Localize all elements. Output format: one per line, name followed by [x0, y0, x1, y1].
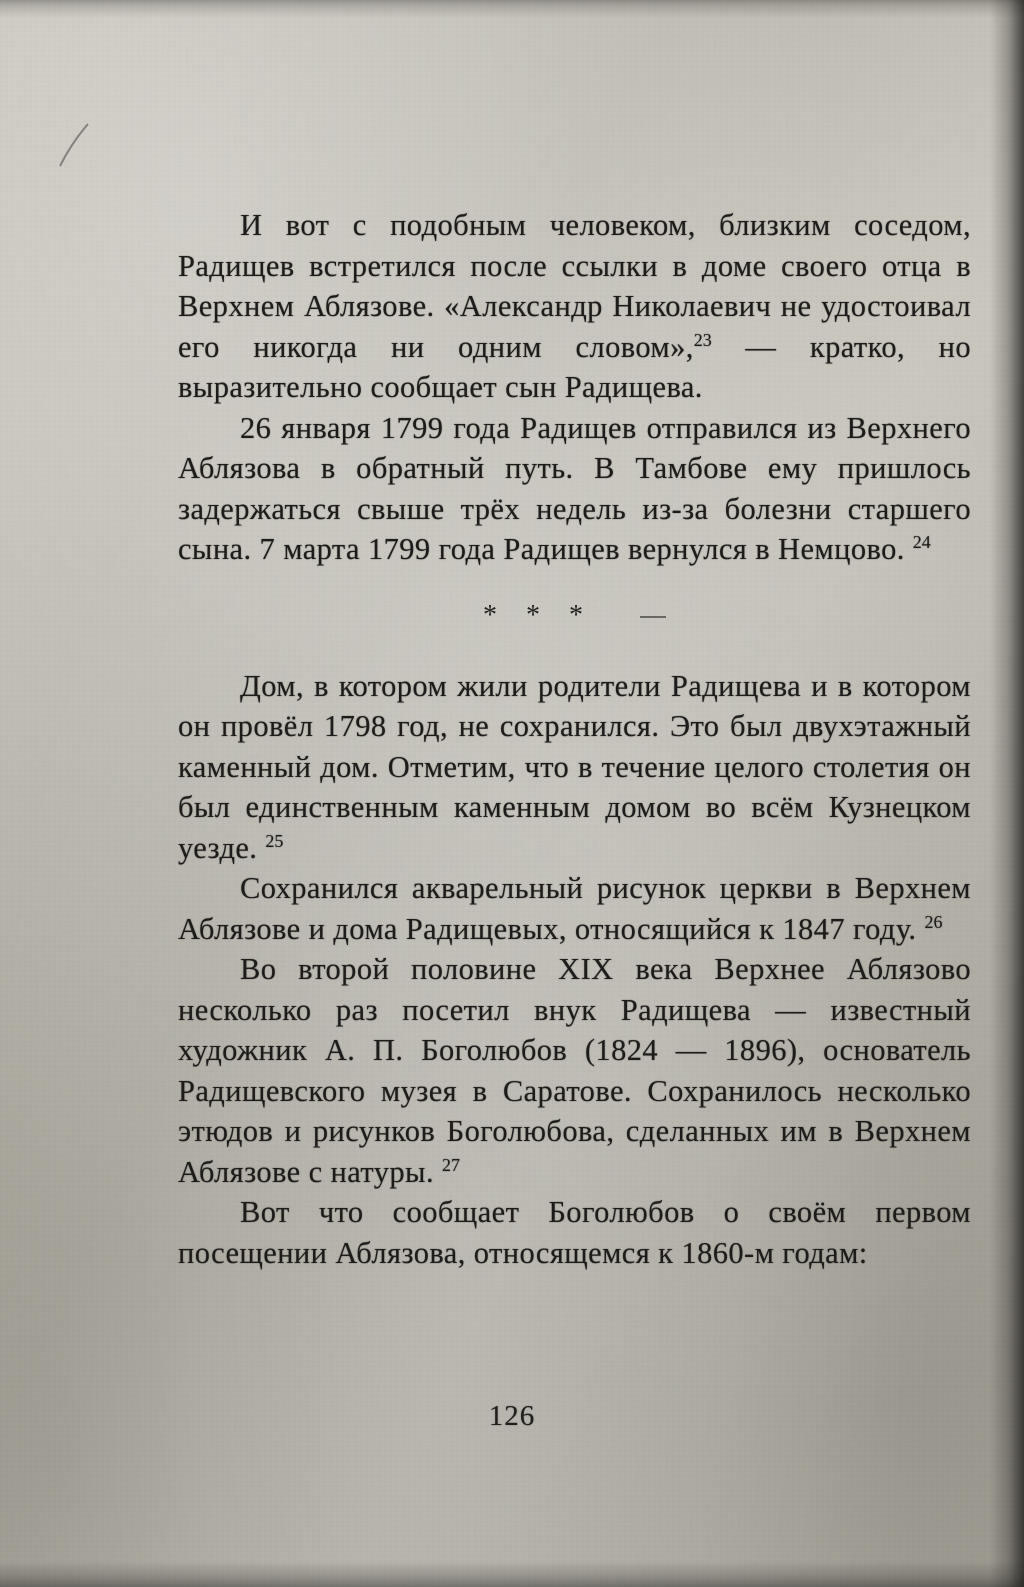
paragraph-1-text: И вот с подобным человеком, близким соседом, Радищев встретился после ссылки в доме своего отца в Верхнем Аблязове. «Александр Николаевич не удостоивал его никогда ни одним словом»,	[178, 208, 971, 364]
footnote-marker-23: 23	[693, 329, 712, 350]
footnote-marker-25: 25	[265, 830, 284, 851]
section-divider-asterisks: * * *	[483, 599, 594, 631]
paragraph-2	[178, 408, 971, 570]
paragraph-1-tail: — кратко, но выразительно сообщает сын Радищева.	[178, 329, 971, 404]
paragraph-6-text: Вот что сообщает Боголюбов о своём первом посещении Аблязова, относящемся к 1860-м годам:	[178, 1195, 971, 1270]
scan-edge-shadow-top	[0, 0, 1024, 18]
section-divider	[178, 600, 971, 634]
paragraph-1	[178, 205, 971, 408]
paragraph-2-text: 26 января 1799 года Радищев отправился из Верхнего Аблязова в обратный путь. В Тамбове ему пришлось задержаться свыше трёх недель из-за болезни старшего сына. 7 марта 1799 года Радищев вернулся в Немцово.	[178, 410, 971, 566]
paragraph-3-text: Дом, в котором жили родители Радищева и в котором он провёл 1798 год, не сохранился. Это был двухэтажный каменный дом. Отметим, что в течение целого столетия он был единственным каменным домом во всём Кузнецком уезде.	[178, 668, 971, 865]
paragraph-3	[178, 666, 971, 869]
page-number: 126	[488, 1400, 536, 1432]
footnote-marker-27: 27	[442, 1154, 460, 1175]
paragraph-4	[178, 868, 971, 949]
scan-edge-shadow-right	[990, 0, 1024, 1587]
paragraph-5	[178, 949, 971, 1192]
paragraph-4-text: Сохранился акварельный рисунок церкви в Верхнем Аблязове и дома Радищевых, относящийся к 1847 году.	[178, 871, 971, 946]
divider-dash-mark	[640, 616, 666, 618]
paragraph-5-text: Во второй половине XIX века Верхнее Аблязово несколько раз посетил внук Радищева — известный художник А. П. Боголюбов (1824 — 1896), основатель Радищевского музея в Саратове. Сохранилось несколько этюдов и рисунков Боголюбова, сделанных им в Верхнем Аблязове с натуры.	[178, 952, 971, 1189]
footnote-marker-24: 24	[912, 531, 931, 552]
body-text-block	[178, 205, 971, 1273]
scan-edge-shadow-bottom	[0, 1561, 1024, 1587]
footnote-marker-26: 26	[924, 911, 943, 932]
paragraph-6	[178, 1192, 971, 1273]
stray-pencil-mark-icon	[58, 122, 92, 168]
